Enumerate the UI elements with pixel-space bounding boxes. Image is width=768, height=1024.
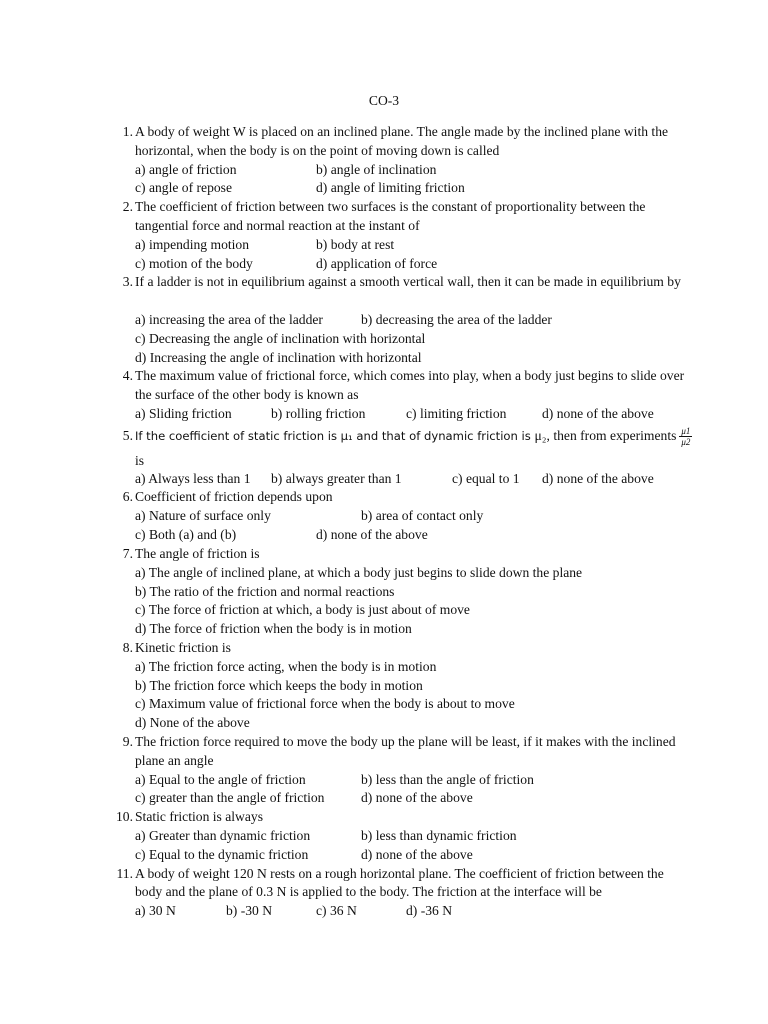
- option-a: a) angle of friction: [135, 161, 237, 177]
- option-c: c) Equal to the dynamic friction: [135, 846, 309, 862]
- option-b: b) The friction force which keeps the body in motion: [135, 677, 423, 693]
- option-b: b) -30 N: [226, 903, 273, 919]
- options: [135, 161, 695, 199]
- question-number: 4.: [122, 368, 133, 384]
- option-b: b) less than dynamic friction: [361, 827, 517, 843]
- options: [135, 507, 695, 545]
- option-c: c) Maximum value of frictional force when the body is about to move: [135, 696, 515, 712]
- option-a: a) Sliding friction: [135, 405, 232, 421]
- option-c: c) The force of friction at which, a body is just about of move: [135, 602, 470, 618]
- option-b: b) body at rest: [316, 236, 395, 252]
- options: [135, 658, 695, 733]
- mu-ratio-fraction: [679, 426, 692, 447]
- option-d: d) none of the above: [542, 405, 654, 421]
- options: [135, 827, 695, 865]
- option-c: c) 36 N: [316, 903, 357, 919]
- options: [135, 771, 695, 809]
- option-b: b) The ratio of the friction and normal reactions: [135, 583, 395, 599]
- option-d: d) -36 N: [406, 903, 453, 919]
- option-d: d) Increasing the angle of inclination with horizontal: [135, 349, 422, 365]
- question-stem: A body of weight W is placed on an inclined plane. The angle made by the inclined plane with the horizontal, when the body is on the point of moving down is called: [135, 124, 669, 158]
- option-b: b) always greater than 1: [271, 471, 402, 486]
- option-b: b) decreasing the area of the ladder: [361, 311, 552, 327]
- option-c: c) equal to 1: [452, 471, 520, 486]
- question-stem: The friction force required to move the body up the plane will be least, if it makes with the inclined plane an angle: [135, 734, 676, 768]
- options: [135, 902, 695, 921]
- options: [135, 564, 695, 639]
- option-a: a) The friction force acting, when the body is in motion: [135, 658, 437, 674]
- question-number: 9.: [122, 734, 133, 749]
- option-a: a) Greater than dynamic friction: [135, 827, 311, 843]
- option-c: c) angle of repose: [135, 180, 232, 196]
- option-c: c) Decreasing the angle of inclination with horizontal: [135, 330, 426, 346]
- option-c: c) Both (a) and (b): [135, 526, 237, 542]
- question-stem: A body of weight 120 N rests on a rough horizontal plane. The coefficient of friction between the body and the plane of 0.3 N is applied to the body. The friction at the interface will be: [135, 865, 664, 900]
- option-d: d) none of the above: [361, 790, 473, 806]
- option-a: a) increasing the area of the ladder: [135, 311, 323, 327]
- question-stem: Coefficient of friction depends upon: [135, 489, 333, 505]
- question-stem: [135, 425, 695, 447]
- question-number: 3.: [122, 274, 133, 290]
- question-number: 2.: [122, 199, 133, 215]
- option-d: d) The force of friction when the body is in motion: [135, 621, 412, 637]
- option-d: d) application of force: [316, 255, 438, 271]
- question-number: 11.: [116, 865, 133, 881]
- question-stem-continued: is: [135, 453, 145, 468]
- question-number: 10.: [116, 809, 133, 825]
- question-stem: The angle of friction is: [135, 546, 260, 561]
- option-a: a) Always less than 1: [135, 471, 251, 486]
- question-number: 8.: [122, 640, 133, 655]
- options: [135, 311, 695, 367]
- option-c: c) limiting friction: [406, 405, 507, 421]
- page-title: CO-3: [368, 93, 400, 108]
- option-c: c) motion of the body: [135, 255, 253, 271]
- question-number: 6.: [122, 489, 133, 505]
- option-d: d) none of the above: [542, 471, 654, 486]
- stem-part: If the coefficient of static friction is μ₁ and that of dynamic friction is: [135, 429, 535, 443]
- option-b: b) angle of inclination: [316, 161, 437, 177]
- option-a: a) impending motion: [135, 236, 250, 252]
- question-stem: The maximum value of frictional force, which comes into play, when a body just begins to slide over the surface of the other body is known as: [135, 368, 685, 403]
- option-b: b) rolling friction: [271, 405, 366, 421]
- options: [135, 405, 695, 424]
- option-d: d) angle of limiting friction: [316, 180, 465, 196]
- options: [135, 236, 695, 274]
- option-b: b) less than the angle of friction: [361, 771, 534, 787]
- question-stem: Kinetic friction is: [135, 640, 231, 655]
- question-number: 1.: [122, 124, 133, 139]
- option-c: c) greater than the angle of friction: [135, 790, 325, 806]
- option-b: b) area of contact only: [361, 508, 484, 524]
- question-number: 7.: [122, 546, 133, 561]
- option-a: a) Nature of surface only: [135, 508, 271, 524]
- question-stem: If a ladder is not in equilibrium against a smooth vertical wall, then it can be made in equilibrium by: [135, 274, 681, 290]
- question-stem: The coefficient of friction between two surfaces is the constant of proportionality between the tangential force and normal reaction at the instant of: [135, 199, 646, 233]
- fraction-numerator: μ1: [681, 426, 691, 437]
- option-d: d) none of the above: [316, 526, 428, 542]
- question-number: 5.: [122, 428, 133, 443]
- fraction-denominator: μ2: [681, 437, 691, 448]
- options: [135, 470, 695, 489]
- option-a: a) Equal to the angle of friction: [135, 771, 306, 787]
- option-d: d) None of the above: [135, 715, 250, 731]
- option-a: a) The angle of inclined plane, at which a body just begins to slide down the plane: [135, 564, 583, 580]
- stem-part: μ₂, then from experiments: [534, 428, 677, 443]
- option-a: a) 30 N: [135, 903, 176, 919]
- question-stem: Static friction is always: [135, 809, 263, 825]
- option-d: d) none of the above: [361, 846, 473, 862]
